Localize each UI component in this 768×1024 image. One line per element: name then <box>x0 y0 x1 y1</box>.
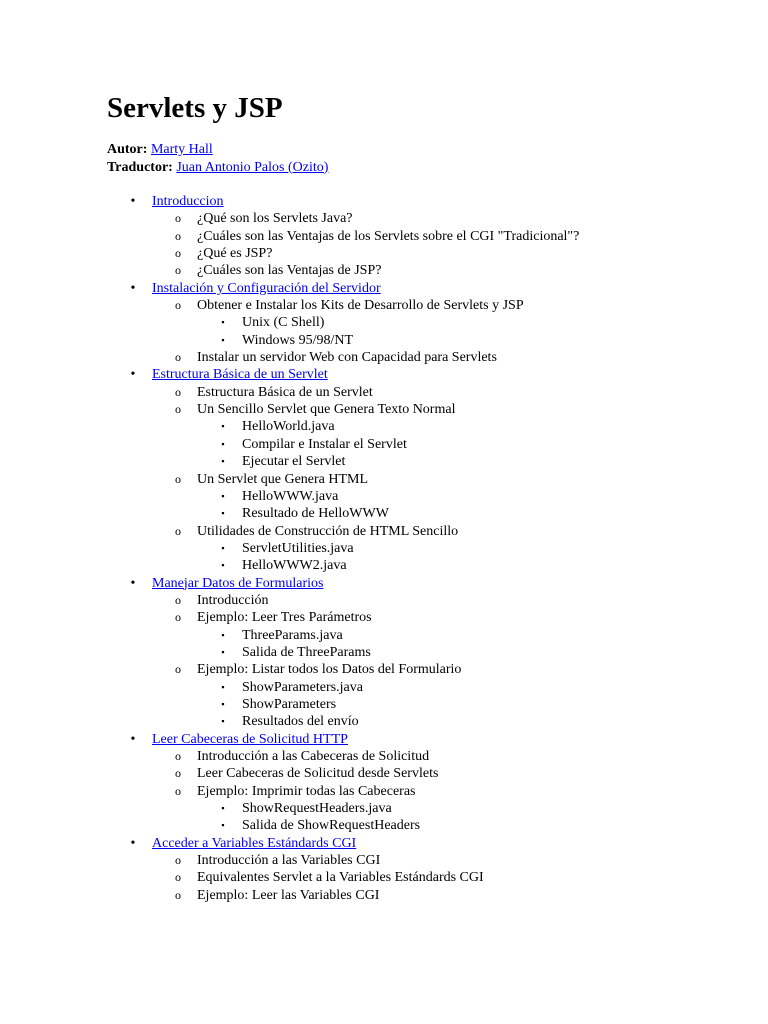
list-item-text: ShowParameters.java <box>242 679 363 695</box>
circle-bullet-icon: o <box>175 766 181 781</box>
list-item-text: Salida de ShowRequestHeaders <box>242 818 421 834</box>
list-item <box>107 262 579 279</box>
list-item <box>107 609 579 626</box>
list-item-text: Introducción a las Variables CGI <box>197 853 381 869</box>
list-item-text: Ejecutar el Servlet <box>242 454 346 470</box>
translator-label: Traductor: <box>107 159 173 175</box>
list-item-text: Un Servlet que Genera HTML <box>197 471 369 487</box>
circle-bullet-icon: o <box>175 228 181 243</box>
square-bullet-icon: ▪ <box>221 716 225 727</box>
list-item <box>107 887 579 904</box>
list-item <box>107 557 579 574</box>
list-item-text: HelloWWW.java <box>242 488 339 504</box>
list-item-text: ¿Cuáles son las Ventajas de los Servlets sobre el CGI "Tradicional"? <box>197 228 580 244</box>
list-item <box>107 644 579 661</box>
square-bullet-icon: ▪ <box>221 629 225 640</box>
list-item <box>107 418 579 435</box>
square-bullet-icon: ▪ <box>221 820 225 831</box>
square-bullet-icon: ▪ <box>221 681 225 692</box>
list-item-text: HelloWorld.java <box>242 419 335 435</box>
list-item <box>107 453 579 470</box>
list-item <box>107 297 579 314</box>
square-bullet-icon: ▪ <box>221 334 225 345</box>
toc-section <box>107 366 579 383</box>
list-item-text: Leer Cabeceras de Solicitud desde Servlets <box>197 766 439 782</box>
list-item-text: Ejemplo: Leer Tres Parámetros <box>197 610 372 626</box>
table-of-contents <box>107 193 579 904</box>
list-item <box>107 210 579 227</box>
list-item-text: ShowParameters <box>242 696 337 712</box>
list-item-text: Ejemplo: Listar todos los Datos del Formulario <box>197 662 462 678</box>
author-line <box>107 141 328 159</box>
square-bullet-icon: ▪ <box>221 803 225 814</box>
circle-bullet-icon: o <box>175 610 181 625</box>
list-item-text: Equivalentes Servlet a la Variables Estándards CGI <box>197 870 484 886</box>
list-item <box>107 349 579 366</box>
disc-bullet-icon: • <box>130 194 136 209</box>
list-item-text: Estructura Básica de un Servlet <box>197 384 373 400</box>
list-item <box>107 817 579 834</box>
disc-bullet-icon: • <box>130 731 136 747</box>
credits <box>107 141 328 176</box>
disc-bullet-icon: • <box>130 835 136 851</box>
toc-section-link[interactable]: Instalación y Configuración del Servidor <box>152 280 381 296</box>
circle-bullet-icon: o <box>175 749 181 763</box>
list-item-text: Ejemplo: Imprimir todas las Cabeceras <box>197 783 416 799</box>
list-item-text: Compilar e Instalar el Servlet <box>242 436 407 452</box>
list-item <box>107 765 579 782</box>
list-item <box>107 627 579 644</box>
toc-section-link[interactable]: Acceder a Variables Estándards CGI <box>152 835 357 851</box>
list-item <box>107 679 579 696</box>
square-bullet-icon: ▪ <box>221 646 225 657</box>
list-item <box>107 436 579 453</box>
list-item-text: Resultados del envío <box>242 714 359 730</box>
toc-section-link[interactable]: Introduccion <box>152 194 224 209</box>
list-item <box>107 661 579 678</box>
list-item-text: ServletUtilities.java <box>242 540 354 556</box>
list-item-text: ¿Qué son los Servlets Java? <box>197 211 353 227</box>
list-item <box>107 696 579 713</box>
list-item-text: Unix (C Shell) <box>242 315 325 331</box>
circle-bullet-icon: o <box>175 870 181 885</box>
circle-bullet-icon: o <box>175 246 181 261</box>
list-item-text: Ejemplo: Leer las Variables CGI <box>197 887 380 903</box>
list-item <box>107 384 579 401</box>
circle-bullet-icon: o <box>175 471 181 486</box>
disc-bullet-icon: • <box>130 575 136 591</box>
circle-bullet-icon: o <box>175 592 181 607</box>
square-bullet-icon: ▪ <box>221 317 225 328</box>
square-bullet-icon: ▪ <box>221 508 225 519</box>
square-bullet-icon: ▪ <box>221 698 225 709</box>
toc-section <box>107 731 579 748</box>
list-item-text: Salida de ThreeParams <box>242 644 371 660</box>
list-item-text: Introducción <box>197 592 269 608</box>
list-item <box>107 471 579 488</box>
list-item <box>107 713 579 730</box>
square-bullet-icon: ▪ <box>221 421 225 432</box>
list-item <box>107 783 579 800</box>
circle-bullet-icon: o <box>175 263 181 278</box>
list-item <box>107 800 579 817</box>
list-item-text: ¿Cuáles son las Ventajas de JSP? <box>197 263 382 279</box>
circle-bullet-icon: o <box>175 211 181 226</box>
list-item <box>107 401 579 418</box>
toc-section-link[interactable]: Manejar Datos de Formularios <box>152 575 324 591</box>
square-bullet-icon: ▪ <box>221 490 225 501</box>
list-item <box>107 505 579 522</box>
list-item-text: Un Sencillo Servlet que Genera Texto Normal <box>197 402 456 418</box>
list-item-text: Resultado de HelloWWW <box>242 506 389 522</box>
list-item-text: Obtener e Instalar los Kits de Desarrollo de Servlets y JSP <box>197 298 524 314</box>
toc-section <box>107 575 579 592</box>
list-item <box>107 228 579 245</box>
circle-bullet-icon: o <box>175 402 181 417</box>
list-item-text: Utilidades de Construcción de HTML Sencillo <box>197 523 459 539</box>
list-item <box>107 245 579 262</box>
list-item-text: ¿Qué es JSP? <box>197 246 273 262</box>
author-label: Autor: <box>107 142 148 157</box>
translator-link[interactable]: Juan Antonio Palos (Ozito) <box>176 159 329 175</box>
list-item-text: ThreeParams.java <box>242 627 343 643</box>
toc-section <box>107 193 579 210</box>
toc-section-link[interactable]: Estructura Básica de un Servlet <box>152 367 328 383</box>
list-item-text: Introducción a las Cabeceras de Solicitud <box>197 749 430 764</box>
square-bullet-icon: ▪ <box>221 542 225 553</box>
list-item <box>107 332 579 349</box>
list-item-text: HelloWWW2.java <box>242 558 347 574</box>
disc-bullet-icon: • <box>130 280 136 296</box>
circle-bullet-icon: o <box>175 887 181 902</box>
circle-bullet-icon: o <box>175 662 181 677</box>
list-item-text: ShowRequestHeaders.java <box>242 801 392 817</box>
list-item <box>107 592 579 609</box>
list-item-text: Instalar un servidor Web con Capacidad para Servlets <box>197 350 497 366</box>
list-item <box>107 314 579 331</box>
toc-section <box>107 835 579 852</box>
list-item <box>107 852 579 869</box>
square-bullet-icon: ▪ <box>221 456 225 467</box>
circle-bullet-icon: o <box>175 350 181 365</box>
list-item <box>107 540 579 557</box>
toc-section-link[interactable]: Leer Cabeceras de Solicitud HTTP <box>152 731 348 747</box>
circle-bullet-icon: o <box>175 853 181 868</box>
circle-bullet-icon: o <box>175 523 181 538</box>
circle-bullet-icon: o <box>175 298 181 313</box>
page-title: Servlets y JSP <box>107 92 283 124</box>
list-item <box>107 748 579 765</box>
toc-section <box>107 280 579 297</box>
author-link[interactable]: Marty Hall <box>150 142 213 157</box>
list-item <box>107 523 579 540</box>
disc-bullet-icon: • <box>130 367 136 383</box>
list-item-text: Windows 95/98/NT <box>242 332 354 348</box>
circle-bullet-icon: o <box>175 384 181 399</box>
square-bullet-icon: ▪ <box>221 560 225 571</box>
list-item <box>107 488 579 505</box>
list-item <box>107 869 579 886</box>
circle-bullet-icon: o <box>175 783 181 798</box>
translator-line <box>107 159 328 177</box>
square-bullet-icon: ▪ <box>221 438 225 449</box>
